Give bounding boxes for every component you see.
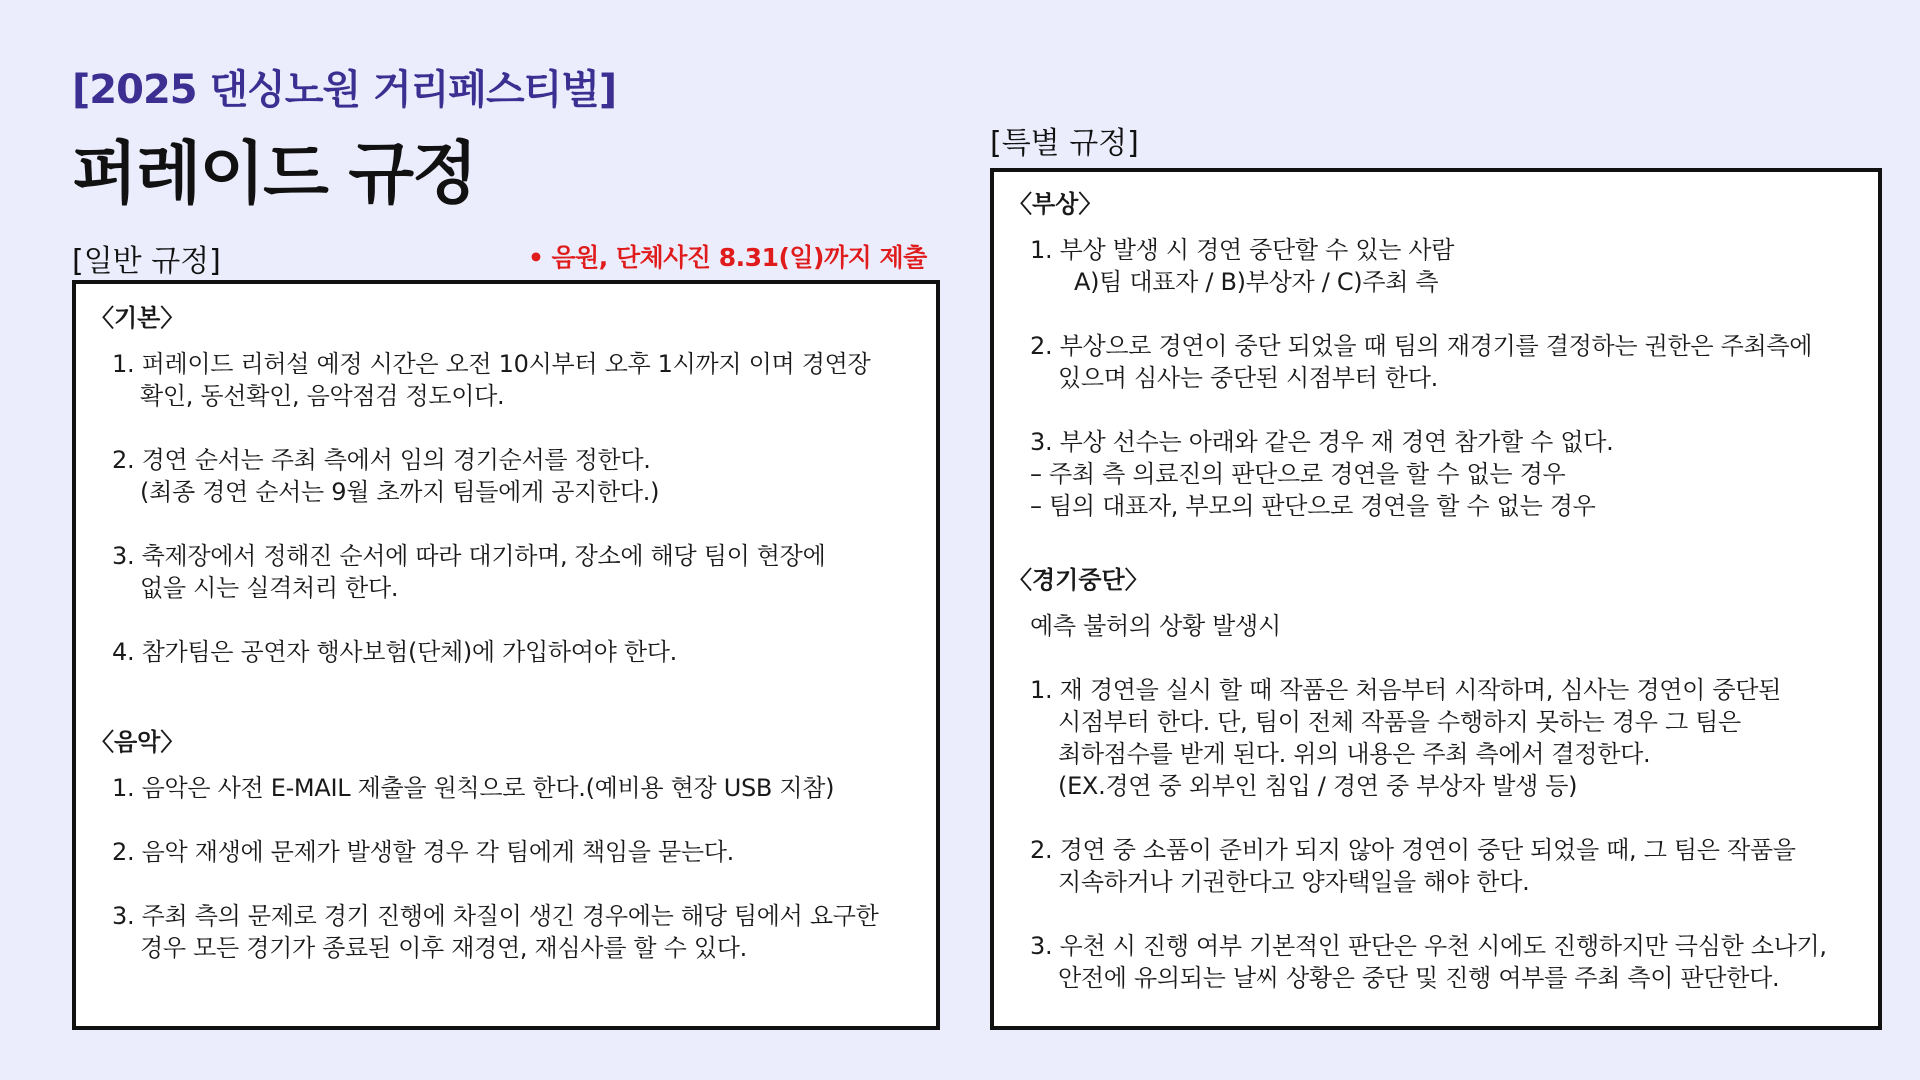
music-rule-2: 2. 음악 재생에 문제가 발생할 경우 각 팀에게 책임을 묻는다. <box>112 838 734 866</box>
basic-rule-2-line-2: (최종 경연 순서는 9월 초까지 팀들에게 공지한다.) <box>140 478 660 506</box>
page-title: 퍼레이드 규정 <box>72 135 476 214</box>
stoppage-heading: 〈경기중단〉 <box>1008 566 1149 594</box>
special-rules-heading: [특별 규정] <box>990 126 1139 161</box>
stoppage-rule-2-line-1: 2. 경연 중 소품이 준비가 되지 않아 경연이 중단 되었을 때, 그 팀은 작품을 <box>1030 836 1796 864</box>
injury-rule-3-line-3: – 팀의 대표자, 부모의 판단으로 경연을 할 수 없는 경우 <box>1030 492 1596 520</box>
injury-rule-1-line-2: A)팀 대표자 / B)부상자 / C)주최 측 <box>1074 268 1439 296</box>
injury-rule-3-line-1: 3. 부상 선수는 아래와 같은 경우 재 경연 참가할 수 없다. <box>1030 428 1614 456</box>
stoppage-rule-2-line-2: 지속하거나 기권한다고 양자택일을 해야 한다. <box>1058 868 1530 896</box>
injury-rule-2-line-1: 2. 부상으로 경연이 중단 되었을 때 팀의 재경기를 결정하는 권한은 주최측에 <box>1030 332 1813 360</box>
general-rules-box <box>72 280 940 1030</box>
music-rule-3-line-1: 3. 주최 측의 문제로 경기 진행에 차질이 생긴 경우에는 해당 팀에서 요구한 <box>112 902 879 930</box>
special-rules-box <box>990 168 1882 1030</box>
stoppage-rule-3-line-2: 안전에 유의되는 날씨 상황은 중단 및 진행 여부를 주최 측이 판단한다. <box>1058 964 1780 992</box>
stoppage-rule-3-line-1: 3. 우천 시 진행 여부 기본적인 판단은 우천 시에도 진행하지만 극심한 소나기, <box>1030 932 1827 960</box>
basic-rule-1-line-1: 1. 퍼레이드 리허설 예정 시간은 오전 10시부터 오후 1시까지 이며 경연장 <box>112 350 871 378</box>
injury-rule-1-line-1: 1. 부상 발생 시 경연 중단할 수 있는 사람 <box>1030 236 1455 264</box>
submission-notice <box>528 238 927 274</box>
general-rules-heading: [일반 규정] <box>72 244 221 279</box>
basic-rule-3-line-2: 없을 시는 실격처리 한다. <box>140 574 399 602</box>
notice-text: 음원, 단체사진 8.31(일)까지 제출 <box>551 243 927 272</box>
stoppage-rule-1-line-2: 시점부터 한다. 단, 팀이 전체 작품을 수행하지 못하는 경우 그 팀은 <box>1058 708 1741 736</box>
stoppage-intro: 예측 불허의 상황 발생시 <box>1030 612 1281 640</box>
basic-rule-1-line-2: 확인, 동선확인, 음악점검 정도이다. <box>140 382 505 410</box>
injury-rule-3-line-2: – 주최 측 의료진의 판단으로 경연을 할 수 없는 경우 <box>1030 460 1566 488</box>
basic-heading: 〈기본〉 <box>90 304 185 332</box>
basic-rule-2-line-1: 2. 경연 순서는 주최 측에서 임의 경기순서를 정한다. <box>112 446 651 474</box>
basic-rule-4: 4. 참가팀은 공연자 행사보험(단체)에 가입하여야 한다. <box>112 638 677 666</box>
injury-heading: 〈부상〉 <box>1008 190 1103 218</box>
stoppage-rule-1-line-3: 최하점수를 받게 된다. 위의 내용은 주최 측에서 결정한다. <box>1058 740 1651 768</box>
stoppage-rule-1-line-4: (EX.경연 중 외부인 침입 / 경연 중 부상자 발생 등) <box>1058 772 1578 800</box>
music-rule-3-line-2: 경우 모든 경기가 종료된 이후 재경연, 재심사를 할 수 있다. <box>140 934 747 962</box>
music-heading: 〈음악〉 <box>90 728 185 756</box>
music-rule-1: 1. 음악은 사전 E-MAIL 제출을 원칙으로 한다.(예비용 현장 USB 지참) <box>112 774 835 802</box>
notice-bullet: • <box>528 243 544 272</box>
event-title: [2025 댄싱노원 거리페스티벌] <box>72 67 617 113</box>
injury-rule-2-line-2: 있으며 심사는 중단된 시점부터 한다. <box>1058 364 1438 392</box>
stoppage-rule-1-line-1: 1. 재 경연을 실시 할 때 작품은 처음부터 시작하며, 심사는 경연이 중단된 <box>1030 676 1781 704</box>
basic-rule-3-line-1: 3. 축제장에서 정해진 순서에 따라 대기하며, 장소에 해당 팀이 현장에 <box>112 542 826 570</box>
